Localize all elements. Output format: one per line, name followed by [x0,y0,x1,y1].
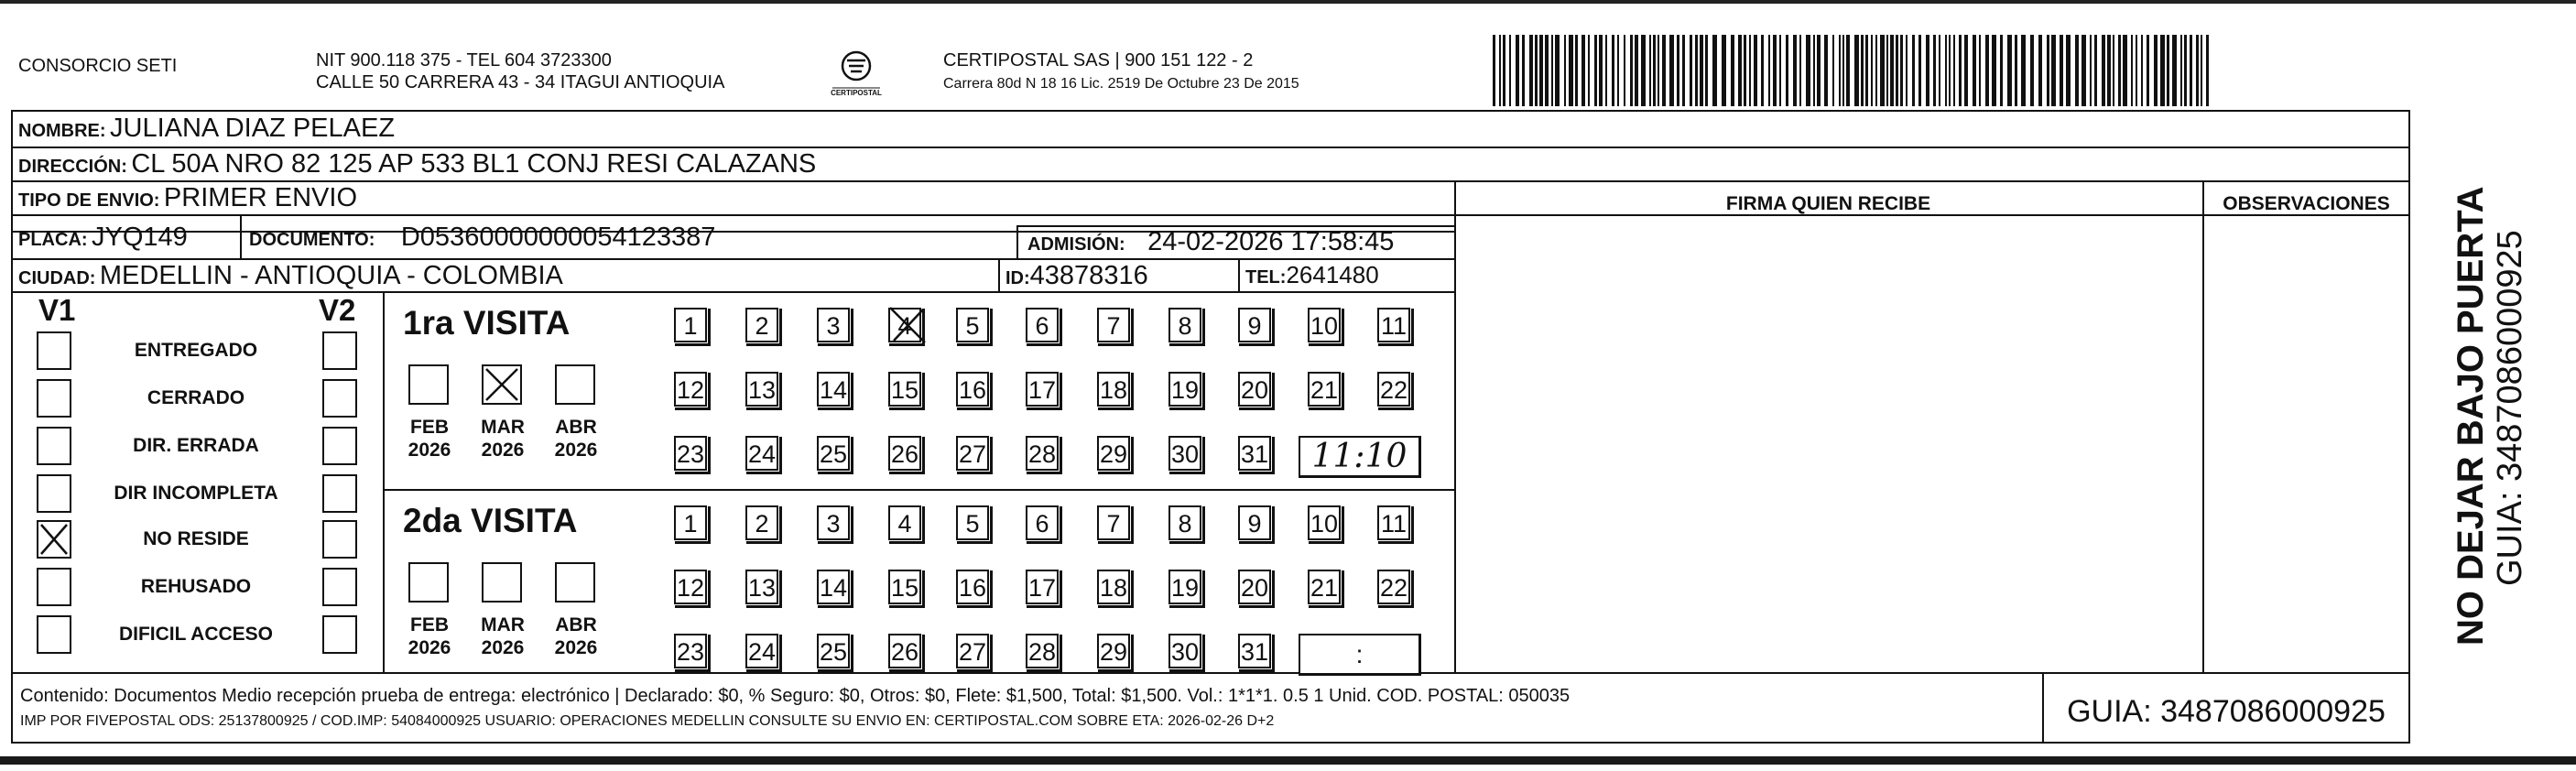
v1-checkbox[interactable] [37,615,71,654]
barcode-bar [1539,35,1543,106]
day-box[interactable]: 9 [1238,308,1271,342]
barcode-bar [2147,35,2149,106]
day-box[interactable]: 15 [888,570,921,604]
barcode-bar [1806,35,1810,106]
month-year: 2026 [554,440,598,462]
barcode-bar [2141,35,2143,106]
barcode-bar [1522,35,1525,106]
barcode-bar [1842,35,1844,106]
month-name: ABR [555,417,597,438]
placa-label: PLACA: [18,230,88,250]
barcode-bar [1959,35,1962,106]
barcode-bar [1918,35,1921,106]
barcode-bar [1979,35,1981,106]
month-label [471,416,535,462]
direccion-row [18,151,816,178]
day-box[interactable]: 15 [888,372,921,407]
id-cell [1005,263,1148,289]
barcode-bar [1641,35,1646,106]
barcode-bar [1555,35,1560,106]
day-box[interactable]: 2 [745,308,778,342]
tipo-row [18,185,357,212]
day-box[interactable]: 2 [745,505,778,540]
nit-line: NIT 900.118 375 - TEL 604 3723300 [316,50,612,71]
month-label [544,614,608,659]
day-box[interactable]: 19 [1168,570,1201,604]
barcode-bar [1662,35,1666,106]
barcode-bar [1529,35,1533,106]
barcode-bar [1854,35,1859,106]
status-option-label: DIR. ERRADA [133,435,259,456]
day-box[interactable]: 20 [1238,372,1271,407]
barcode-bar [1564,35,1566,106]
day-box[interactable]: 29 [1097,436,1130,471]
barcode-bar [1712,35,1717,106]
day-box[interactable]: 26 [888,436,921,471]
v2-checkbox[interactable] [322,520,357,559]
barcode-bar [1871,35,1873,106]
barcode-bar [2094,35,2097,106]
barcode-bar [2021,35,2026,106]
status-option-label: ENTREGADO [134,340,258,361]
documento-value: D05360000000054123387 [400,223,716,252]
side-warning: NO DEJAR BAJO PUERTA [2451,186,2491,646]
barcode-bar [1617,35,1619,106]
side-guia: GUIA: 3487086000925 [2491,230,2529,586]
barcode-bar [1793,35,1797,106]
visit-time-box[interactable] [1299,634,1421,676]
day-box[interactable]: 23 [674,634,707,668]
barcode-bar [2047,35,2049,106]
status-option-label: DIR INCOMPLETA [114,483,278,504]
barcode-bar [2081,35,2086,106]
month-name: FEB [410,417,449,438]
month-checkbox[interactable] [555,364,595,405]
day-box[interactable]: 27 [956,436,989,471]
v2-checkbox[interactable] [322,331,357,370]
barcode-bar [1509,35,1511,106]
barcode-bar [1875,35,1877,106]
barcode-bar [1824,35,1828,106]
barcode-bar [1985,35,1989,106]
barcode-bar [1945,35,1947,106]
day-box[interactable]: 26 [888,634,921,668]
barcode-bar [1953,35,1955,106]
barcode-bar [1933,35,1936,106]
ciudad-label: CIUDAD: [18,268,96,288]
day-box[interactable]: 25 [817,436,850,471]
day-box[interactable]: 3 [817,308,850,342]
barcode-bar [1731,35,1734,106]
day-box[interactable]: 30 [1168,436,1201,471]
barcode-bar [1503,35,1505,106]
barcode-bar [2066,35,2071,106]
month-year: 2026 [481,440,525,462]
barcode-bar [1649,35,1651,106]
barcode-bar [1669,35,1674,106]
barcode-bar [2201,35,2202,106]
day-box[interactable]: 22 [1377,372,1410,407]
barcode-bar [2131,35,2133,106]
month-checkbox[interactable] [482,562,522,603]
v2-checkbox[interactable] [322,379,357,418]
barcode-bar [2190,35,2192,106]
day-box[interactable]: 12 [674,570,707,604]
day-box[interactable]: 28 [1026,436,1059,471]
barcode-bar [1738,35,1742,106]
barcode-bar [2113,35,2114,106]
month-name: MAR [481,417,525,438]
visit-title: 1ra VISITA [403,304,571,342]
barcode-bar [1605,35,1607,106]
day-box[interactable]: 24 [745,436,778,471]
barcode-bar [1865,35,1868,106]
day-box[interactable]: 29 [1097,634,1130,668]
status-option-label: NO RESIDE [143,528,249,549]
day-box[interactable]: 23 [674,436,707,471]
tel-value: 2641480 [1286,261,1379,288]
day-box[interactable]: 30 [1168,634,1201,668]
day-box[interactable]: 20 [1238,570,1271,604]
month-year: 2026 [408,637,451,659]
imp-line: IMP POR FIVEPOSTAL ODS: 25137800925 / COD.IMP: 54084000925 USUARIO: OPERACIONES MEDELLIN CONSULTE SU ENVIO EN: CERTIPOSTAL.COM SOBRE ETA: 2026-02-26 D+2 [20,713,1275,729]
day-box[interactable]: 1 [674,308,707,342]
barcode-bar [1705,35,1708,106]
day-box[interactable]: 8 [1168,505,1201,540]
day-box[interactable]: 21 [1308,570,1341,604]
barcode-bar [1569,35,1573,106]
day-box[interactable]: 4 [888,308,921,342]
logo-caption: CERTIPOSTAL [831,89,882,97]
day-box[interactable]: 14 [817,570,850,604]
barcode-bar [1992,35,1996,106]
documento-cell [249,224,715,251]
barcode-bar [2015,35,2017,106]
status-option-label: DIFICIL ACCESO [118,624,273,645]
nombre-row [18,115,395,142]
barcode-bar [1773,35,1777,106]
barcode-bar [1973,35,1976,106]
barcode-bar [1906,35,1908,106]
barcode-bar [1612,35,1614,106]
v2-label: V2 [319,293,356,327]
barcode-bar [2007,35,2012,106]
direccion-label: DIRECCIÓN: [18,157,127,177]
day-box[interactable]: 21 [1308,372,1341,407]
barcode-bar [1779,35,1781,106]
firma-header: FIRMA QUIEN RECIBE [1725,193,1931,214]
barcode-bar [1658,35,1659,106]
v2-checkbox[interactable] [322,615,357,654]
v2-checkbox[interactable] [322,427,357,465]
barcode-bar [1581,35,1585,106]
placa-value: JYQ149 [92,223,188,252]
day-box[interactable]: 31 [1238,436,1271,471]
barcode-bar [2196,35,2199,106]
id-label: ID: [1005,268,1030,288]
day-box[interactable]: 31 [1238,634,1271,668]
status-option-label: REHUSADO [140,576,252,597]
day-box[interactable]: 16 [956,372,989,407]
admision-cell [1027,229,1394,255]
ciudad-value: MEDELLIN - ANTIOQUIA - COLOMBIA [99,261,563,290]
day-box[interactable]: 5 [956,505,989,540]
address-line: CALLE 50 CARRERA 43 - 34 ITAGUI ANTIOQUIA [316,72,725,92]
barcode-bar [1635,35,1638,106]
day-box[interactable]: 8 [1168,308,1201,342]
x-mark-icon [484,366,520,403]
barcode-bar [2118,35,2121,106]
barcode-bar [2038,35,2042,106]
barcode-bar [2154,35,2158,106]
barcode-bar [1761,35,1764,106]
v1-label: V1 [38,293,76,327]
month-year: 2026 [554,637,598,659]
barcode-bar [1677,35,1679,106]
barcode-bar [1926,35,1929,106]
day-box[interactable]: 18 [1097,570,1130,604]
barcode-bar [1817,35,1821,106]
observaciones-header: OBSERVACIONES [2223,193,2390,214]
nombre-value: JULIANA DIAZ PELAEZ [110,114,396,143]
day-box[interactable]: 24 [745,634,778,668]
day-box[interactable]: 10 [1308,505,1341,540]
top-edge [0,0,2576,4]
barcode-bar [1700,35,1703,106]
barcode-bar [2030,35,2034,106]
month-label [397,416,462,462]
barcode-bar [1813,35,1815,106]
day-box[interactable]: 19 [1168,372,1201,407]
month-label [471,614,535,659]
day-box[interactable]: 7 [1097,308,1130,342]
barcode-bar [1832,35,1834,106]
day-box[interactable]: 17 [1026,570,1059,604]
barcode-bar [1900,35,1903,106]
ciudad-cell [18,263,563,289]
barcode-bar [1516,35,1519,106]
barcode-bar [1839,35,1841,106]
day-box[interactable]: 22 [1377,570,1410,604]
tel-cell [1245,263,1379,287]
barcode-bar [1551,35,1553,106]
barcode-bar [1880,35,1885,106]
tel-label: TEL: [1245,267,1287,288]
id-value: 43878316 [1029,261,1148,290]
month-year: 2026 [408,440,451,462]
admision-label: ADMISIÓN: [1027,234,1125,255]
month-checkbox[interactable] [408,364,449,405]
status-option-label: CERRADO [147,387,245,408]
day-box[interactable]: 6 [1026,505,1059,540]
barcode-bar [1575,35,1578,106]
day-box[interactable]: 9 [1238,505,1271,540]
barcode-bar [2090,35,2092,106]
day-x-mark-icon [886,304,929,346]
barcode-bar [2123,35,2127,106]
barcode-bar [1768,35,1770,106]
v1-checkbox[interactable] [37,520,71,559]
barcode-bar [1964,35,1968,106]
barcode-bar [1846,35,1850,106]
barcode-bar [1624,35,1625,106]
month-checkbox[interactable] [408,562,449,603]
v1-checkbox[interactable] [37,568,71,606]
barcode-bar [1682,35,1685,106]
barcode-bar [2160,35,2165,106]
barcode-bar [2060,35,2063,106]
day-box[interactable]: 7 [1097,505,1130,540]
barcode-bar [1499,35,1501,106]
company-name: CONSORCIO SETI [18,56,178,76]
month-checkbox[interactable] [555,562,595,603]
month-label [544,416,608,462]
barcode [1493,35,2216,106]
v2-checkbox[interactable] [322,474,357,513]
day-box[interactable]: 10 [1308,308,1341,342]
x-mark-icon [38,522,70,557]
day-box[interactable]: 6 [1026,308,1059,342]
day-box[interactable]: 5 [956,308,989,342]
visit-time-value: : [1355,640,1364,668]
v1-checkbox[interactable] [37,427,71,465]
content-line: Contenido: Documentos Medio recepción prueba de entrega: electrónico | Declarado: $0, % Seguro: $0, Otros: $0, Flete: $1,500, Total: $1,500. Vol.: 1*1*1. 0.5 1 Unid. COD. POSTAL: 050035 [20,686,1571,706]
placa-cell [18,224,188,251]
day-box[interactable]: 17 [1026,372,1059,407]
day-box[interactable]: 11 [1377,505,1410,540]
barcode-bar [1744,35,1746,106]
day-box[interactable]: 12 [674,372,707,407]
month-name: ABR [555,614,597,635]
barcode-bar [2184,35,2187,106]
barcode-bar [1890,35,1894,106]
barcode-bar [1535,35,1538,106]
admision-value: 24-02-2026 17:58:45 [1147,227,1395,256]
visit-time-value: 11:10 [1311,438,1408,475]
barcode-bar [2000,35,2003,106]
month-label [397,614,462,659]
visit-time-box[interactable] [1299,436,1421,478]
barcode-bar [1912,35,1915,106]
barcode-bar [1653,35,1656,106]
barcode-bar [1493,35,1495,106]
barcode-bar [2051,35,2056,106]
day-box[interactable]: 13 [745,570,778,604]
bottom-edge [0,756,2576,765]
barcode-bar [1630,35,1633,106]
carrier-line: CERTIPOSTAL SAS | 900 151 122 - 2 [943,50,1254,71]
month-name: FEB [410,614,449,635]
barcode-bar [2075,35,2079,106]
barcode-bar [2102,35,2105,106]
barcode-bar [1754,35,1757,106]
v2-checkbox[interactable] [322,568,357,606]
barcode-bar [1896,35,1898,106]
barcode-bar [2107,35,2111,106]
day-box[interactable]: 13 [745,372,778,407]
visit-title: 2da VISITA [403,502,578,539]
day-box[interactable]: 16 [956,570,989,604]
day-box[interactable]: 18 [1097,372,1130,407]
barcode-bar [1886,35,1888,106]
tipo-value: PRIMER ENVIO [163,183,358,212]
barcode-bar [1939,35,1940,106]
barcode-bar [1690,35,1692,106]
guia-box: GUIA: 3487086000925 [2067,694,2386,729]
direccion-value: CL 50A NRO 82 125 AP 533 BL1 CONJ RESI CALAZANS [131,149,817,179]
barcode-bar [2136,35,2137,106]
day-box[interactable]: 27 [956,634,989,668]
tipo-label: TIPO DE ENVIO: [18,190,160,211]
barcode-bar [2206,35,2209,106]
barcode-bar [1799,35,1801,106]
day-box[interactable]: 3 [817,505,850,540]
barcode-bar [1695,35,1698,106]
day-box[interactable]: 4 [888,505,921,540]
day-box[interactable]: 25 [817,634,850,668]
barcode-bar [1861,35,1864,106]
v1-checkbox[interactable] [37,379,71,418]
day-box[interactable]: 14 [817,372,850,407]
barcode-bar [2172,35,2177,106]
v1-checkbox[interactable] [37,331,71,370]
barcode-bar [1545,35,1549,106]
barcode-bar [1949,35,1951,106]
barcode-bar [1749,35,1751,106]
day-box[interactable]: 1 [674,505,707,540]
day-box[interactable]: 28 [1026,634,1059,668]
nombre-label: NOMBRE: [18,121,106,141]
day-box[interactable]: 11 [1377,308,1410,342]
documento-label: DOCUMENTO: [249,230,375,250]
barcode-bar [1786,35,1788,106]
barcode-bar [2167,35,2169,106]
month-name: MAR [481,614,525,635]
barcode-bar [2180,35,2182,106]
barcode-bar [1722,35,1726,106]
carrier-license: Carrera 80d N 18 16 Lic. 2519 De Octubre 23 De 2015 [943,76,1299,92]
barcode-bar [1594,35,1597,106]
barcode-bar [1588,35,1590,106]
month-checkbox[interactable] [482,364,522,405]
v1-checkbox[interactable] [37,474,71,513]
barcode-bar [1599,35,1603,106]
month-year: 2026 [481,637,525,659]
